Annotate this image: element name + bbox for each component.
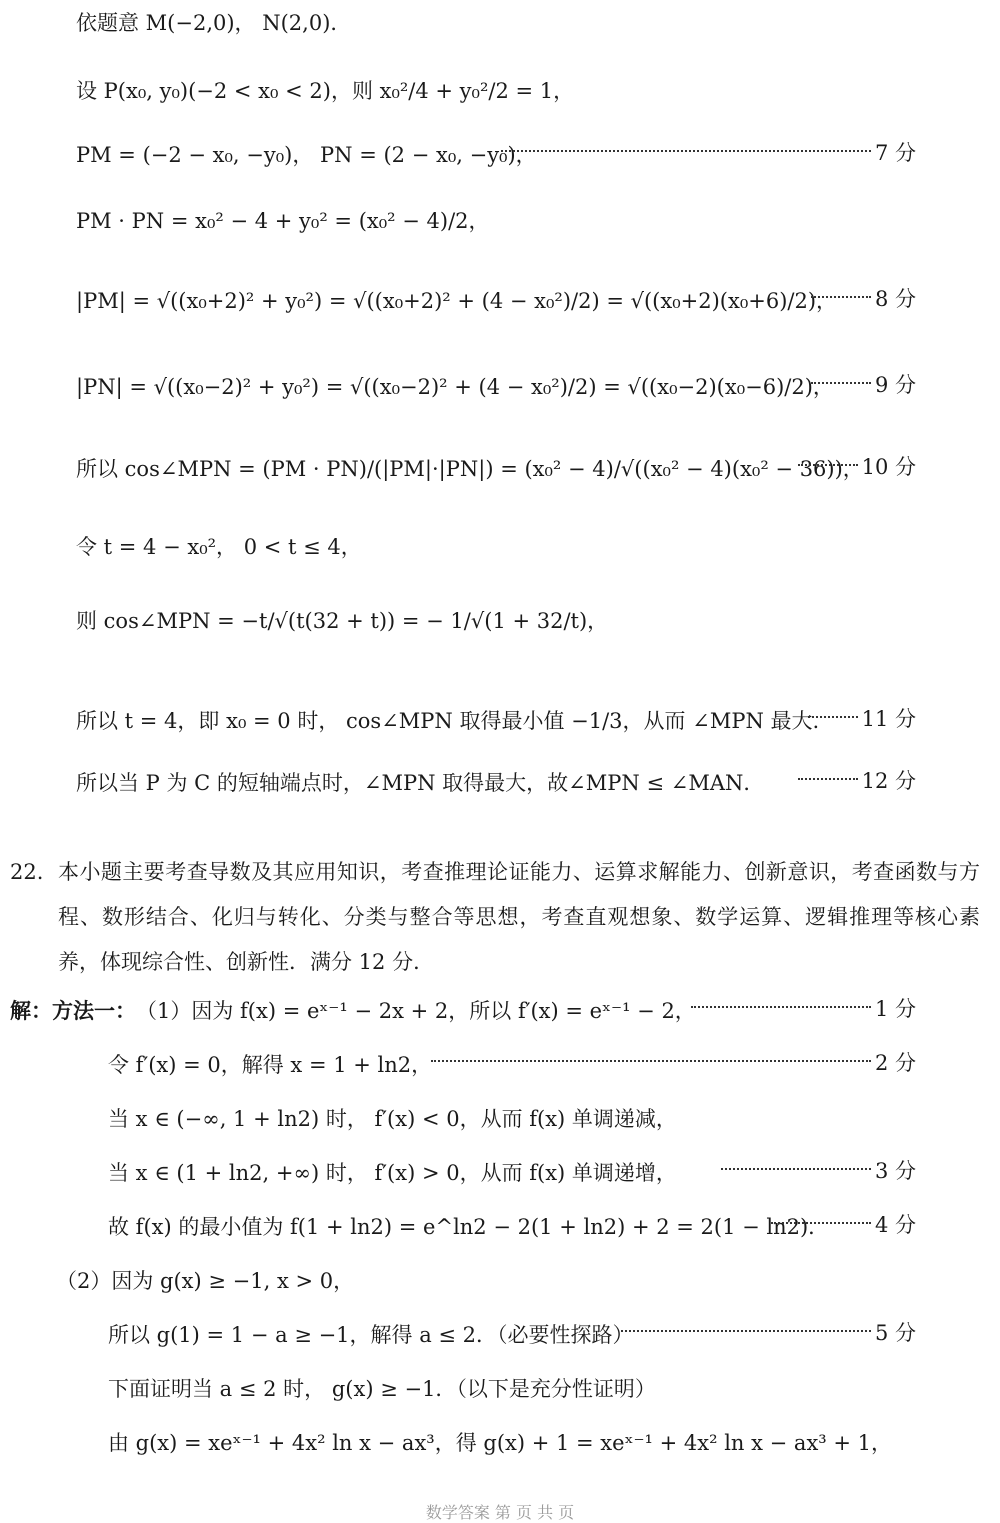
score-fill xyxy=(501,138,916,168)
score-fill xyxy=(771,1210,916,1240)
solution-line xyxy=(0,6,1000,38)
solution-line xyxy=(0,284,1000,316)
solution-line xyxy=(0,604,1000,636)
line-text: 所以 cos∠MPN = (PM · PN)/(|PM|·|PN|) = (x₀² − 4)/√((x₀² − 4)(x₀² − 36))， xyxy=(76,456,864,481)
solution-label: 解： xyxy=(10,997,52,1023)
line-text: PM · PN = x₀² − 4 + y₀² = (x₀² − 4)/2， xyxy=(76,208,490,233)
solution-line xyxy=(0,1264,1000,1296)
score-fill xyxy=(798,766,916,796)
line-text: 令 f′(x) = 0，解得 x = 1 + ln2， xyxy=(108,1052,433,1077)
line-text: 设 P(x₀, y₀)(−2 < x₀ < 2)，则 x₀²/4 + y₀²/2 = 1， xyxy=(76,78,575,103)
solution-line xyxy=(0,370,1000,402)
solution-line xyxy=(0,1102,1000,1134)
score-label: 2 分 xyxy=(874,1051,916,1075)
score-label: 12 分 xyxy=(861,769,916,793)
score-fill xyxy=(721,1156,916,1186)
line-text: |PM| = √((x₀+2)² + y₀²) = √((x₀+2)² + (4 − x₀²)/2) = √((x₀+2)(x₀+6)/2)， xyxy=(76,288,838,313)
leader-dots xyxy=(811,382,871,384)
score-label: 11 分 xyxy=(861,707,916,731)
line-text: 由 g(x) = xeˣ⁻¹ + 4x² ln x − ax³，得 g(x) + 1 = xeˣ⁻¹ + 4x² ln x − ax³ + 1， xyxy=(108,1430,893,1455)
solution-line xyxy=(0,766,1000,798)
solution-line xyxy=(0,994,1000,1026)
leader-dots xyxy=(798,464,858,466)
solution-line xyxy=(0,74,1000,106)
leader-dots xyxy=(691,1006,871,1008)
question-number: 22. xyxy=(10,860,44,884)
line-text: |PN| = √((x₀−2)² + y₀²) = √((x₀−2)² + (4 − x₀²)/2) = √((x₀−2)(x₀−6)/2)， xyxy=(76,374,834,399)
score-fill xyxy=(691,994,916,1024)
solution-line xyxy=(0,704,1000,736)
line-text: 则 cos∠MPN = −t/√(t(32 + t)) = − 1/√(1 + 32/t)， xyxy=(76,608,609,633)
score-label: 8 分 xyxy=(874,287,916,311)
leader-dots xyxy=(798,778,858,780)
score-fill xyxy=(798,452,916,482)
score-label: 10 分 xyxy=(861,455,916,479)
solution-line xyxy=(0,452,1000,484)
question-intro: 本小题主要考查导数及其应用知识，考查推理论证能力、运算求解能力、创新意识，考查函数与方程、数形结合、化归与转化、分类与整合等思想，考查直观想象、数学运算、逻辑推理等核心素养，体现综合性、创新性．满分 12 分． xyxy=(58,860,980,974)
solution-line xyxy=(0,530,1000,562)
solution-line xyxy=(0,204,1000,236)
solution-line xyxy=(0,1048,1000,1080)
solution-line xyxy=(0,1426,1000,1458)
line-text: 当 x ∈ (1 + ln2, +∞) 时， f′(x) > 0，从而 f(x) 单调递增， xyxy=(108,1160,677,1185)
line-text: （1）因为 f(x) = eˣ⁻¹ − 2x + 2，所以 f′(x) = eˣ⁻¹ − 2， xyxy=(136,998,696,1023)
line-text: 依题意 M(−2,0)， N(2,0)． xyxy=(76,10,352,35)
solution-line xyxy=(0,138,1000,170)
score-fill xyxy=(811,284,916,314)
leader-dots xyxy=(811,296,871,298)
line-text: PM = (−2 − x₀, −y₀)， PN = (2 − x₀, −y₀)， xyxy=(76,142,537,167)
score-fill xyxy=(621,1318,916,1348)
solution-line xyxy=(0,1318,1000,1350)
line-text: 所以 g(1) = 1 − a ≥ −1，解得 a ≤ 2．（必要性探路） xyxy=(108,1322,634,1347)
line-text: 所以当 P 为 C 的短轴端点时，∠MPN 取得最大，故∠MPN ≤ ∠MAN． xyxy=(76,770,765,795)
leader-dots xyxy=(721,1168,871,1170)
line-text: 下面证明当 a ≤ 2 时， g(x) ≥ −1．（以下是充分性证明） xyxy=(108,1376,656,1401)
score-fill xyxy=(811,370,916,400)
leader-dots xyxy=(501,150,871,152)
score-label: 3 分 xyxy=(874,1159,916,1183)
solution-line xyxy=(0,1372,1000,1404)
score-fill xyxy=(431,1048,916,1078)
page-footer: 数学答案 第 页 共 页 xyxy=(425,1503,575,1522)
line-text: 当 x ∈ (−∞, 1 + ln2) 时， f′(x) < 0，从而 f(x) 单调递减， xyxy=(108,1106,677,1131)
leader-dots xyxy=(808,716,858,718)
leader-dots xyxy=(431,1060,871,1062)
line-text: 故 f(x) 的最小值为 f(1 + ln2) = e^ln2 − 2(1 + ln2) + 2 = 2(1 − ln2)． xyxy=(108,1214,830,1239)
line-text: （2）因为 g(x) ≥ −1, x > 0， xyxy=(56,1268,355,1293)
method-label: 方法一： xyxy=(52,997,136,1023)
line-text: 令 t = 4 − x₀²， 0 < t ≤ 4， xyxy=(76,534,362,559)
leader-dots xyxy=(621,1330,871,1332)
score-label: 5 分 xyxy=(874,1321,916,1345)
solution-line xyxy=(0,1156,1000,1188)
score-label: 1 分 xyxy=(874,997,916,1021)
score-label: 4 分 xyxy=(874,1213,916,1237)
score-label: 9 分 xyxy=(874,373,916,397)
solution-line xyxy=(0,1210,1000,1242)
score-label: 7 分 xyxy=(874,141,916,165)
line-text: 所以 t = 4，即 x₀ = 0 时， cos∠MPN 取得最小值 −1/3，从而 ∠MPN 最大. xyxy=(76,708,820,733)
leader-dots xyxy=(771,1222,871,1224)
score-fill xyxy=(808,704,916,734)
